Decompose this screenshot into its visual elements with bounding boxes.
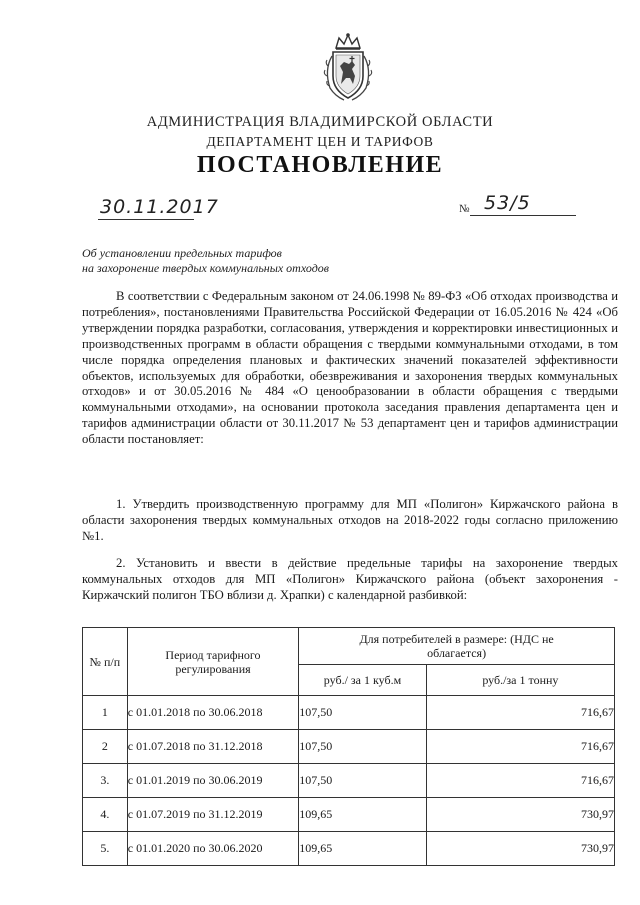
row-price-per-m3: 107,50	[299, 696, 427, 730]
item-1-paragraph: 1. Утвердить производственную программу для МП «Полигон» Киржачского района в области захоронения твердых коммунальных отходов на 2018-2022 годы согласно приложению №1.	[82, 497, 618, 543]
row-price-per-ton: 716,67	[426, 696, 614, 730]
row-period: с 01.07.2019 по 31.12.2019	[127, 798, 298, 832]
row-price-per-m3: 109,65	[299, 832, 427, 866]
document-number: 53/5	[484, 192, 531, 214]
row-price-per-ton: 730,97	[426, 832, 614, 866]
document-subject	[82, 246, 329, 276]
header-num	[83, 628, 128, 696]
header-consumers	[299, 628, 615, 665]
item-2-paragraph: 2. Установить и ввести в действие предельные тарифы на захоронение твердых коммунальных отходов для МП «Полигон» Киржачского района (объект захоронения - Киржачский полигон ТБО вблизи д. Храпки) с календарной разбивкой:	[82, 556, 618, 602]
row-period: с 01.01.2020 по 30.06.2020	[127, 832, 298, 866]
date-underline	[98, 219, 194, 220]
row-number: 3.	[83, 764, 128, 798]
row-price-per-ton: 716,67	[426, 764, 614, 798]
department-name: ДЕПАРТАМЕНТ ЦЕН И ТАРИФОВ	[206, 134, 434, 149]
row-price-per-m3: 109,65	[299, 798, 427, 832]
table-row	[83, 832, 615, 866]
row-period: с 01.01.2019 по 30.06.2019	[127, 764, 298, 798]
row-price-per-m3: 107,50	[299, 764, 427, 798]
row-price-per-ton: 730,97	[426, 798, 614, 832]
row-price-per-ton: 716,67	[426, 730, 614, 764]
organization-name: АДМИНИСТРАЦИЯ ВЛАДИМИРСКОЙ ОБЛАСТИ	[146, 114, 494, 130]
header-period	[127, 628, 298, 696]
header-period-label: Период тарифного регулирования	[165, 647, 261, 676]
row-number: 5.	[83, 832, 128, 866]
number-prefix: №	[459, 203, 470, 215]
table-row	[83, 696, 615, 730]
document-type-title: ПОСТАНОВЛЕНИЕ	[196, 152, 444, 178]
header-per-m3: руб./ за 1 куб.м	[299, 665, 427, 696]
header-consumers-label: Для потребителей в размере: (НДС не облагается)	[359, 632, 554, 660]
row-period: с 01.01.2018 по 30.06.2018	[127, 696, 298, 730]
header-num-label: № п/п	[89, 654, 121, 669]
table-row	[83, 798, 615, 832]
row-number: 1	[83, 696, 128, 730]
number-underline	[470, 215, 576, 216]
header-per-ton: руб./за 1 тонну	[426, 665, 614, 696]
subject-line-1: Об установлении предельных тарифов	[82, 246, 282, 260]
row-number: 2	[83, 730, 128, 764]
row-number: 4.	[83, 798, 128, 832]
document-date: 30.11.2017	[100, 196, 219, 218]
coat-of-arms-icon	[322, 32, 374, 102]
table-row	[83, 764, 615, 798]
row-period: с 01.07.2018 по 31.12.2018	[127, 730, 298, 764]
preamble-paragraph: В соответствии с Федеральным законом от 24.06.1998 № 89-ФЗ «Об отходах производства и потребления», постановлениями Правительства Российской Федерации от 16.05.2016 № 424 «Об утверждении порядка разработки, согласования, утверждения и корректировки инвестиционных и производственных программ в области обращения с твердыми коммунальными отходами, в том числе порядка определения плановых и фактических значений показателей эффективности объектов, используемых для обработки, обезвреживания и захоронения твердых коммунальных отходов» и от 30.05.2016 № 484 «О ценообразовании в области обращения с твердыми коммунальными отходами», на основании протокола заседания правления департамента цен и тарифов администрации области от 30.11.2017 № 53 департамент цен и тарифов администрации области постановляет:	[82, 289, 618, 447]
tariff-table	[82, 627, 615, 866]
row-price-per-m3: 107,50	[299, 730, 427, 764]
table-row	[83, 730, 615, 764]
subject-line-2: на захоронение твердых коммунальных отходов	[82, 261, 329, 275]
